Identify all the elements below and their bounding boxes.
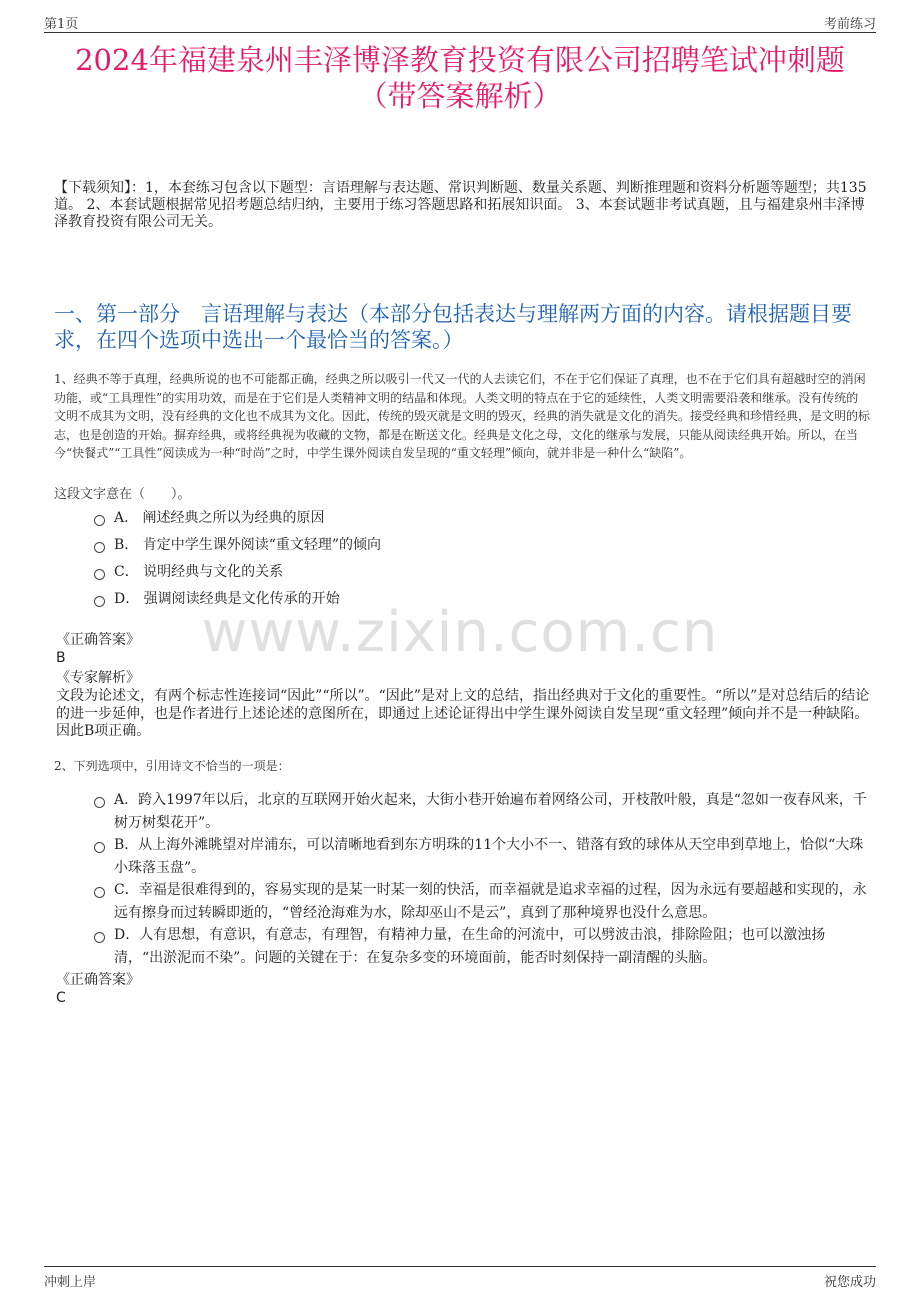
- question-1-analysis: 文段为论述文，有两个标志性连接词“因此”“所以”。“因此”是对上文的总结，指出经典对于文化的重要性。“所以”是对总结后的结论的进一步延伸，也是作者进行上述论述的意图所在，即通过上述论证得出中学生课外阅读自发呈现“重文轻理”倾向并不是一种缺陷。因此B项正确。: [56, 688, 870, 739]
- question-2-option-a[interactable]: [94, 789, 870, 835]
- option-label: C．幸福是很难得到的，容易实现的是某一时某一刻的快活，而幸福就是追求幸福的过程，因为永远有要超越和实现的，永远有擦身而过转瞬即逝的，“曾经沧海难为水，除却巫山不是云”，真到了那种境界也没什么意思。: [114, 882, 867, 921]
- question-1-text: 1、经典不等于真理，经典所说的也不可能都正确，经典之所以吸引一代又一代的人去读它们，不在于它们保证了真理，也不在于它们具有超越时空的消闲功能，或“工具理性”的实用功效，而是在于它们是人类精神文明的结晶和体现。人类文明的特点在于它的延续性，人类文明需要沿袭和继承。没有传统的文明不成其为文明，没有经典的文化也不成其为文化。因此，传统的毁灭就是文明的毁灭，经典的消失就是文化的消失。接受经典和珍惜经典，是文明的标志，也是创造的开始。摒弃经典，或将经典视为收藏的文物，都是在断送文化。经典是文化之母，文化的继承与发展，只能从阅读经典开始。所以，在当今“快餐式”“工具性”阅读成为一种“时尚”之时，中学生课外阅读自发呈现的“重文轻理”倾向，就并非是一种什么“缺陷”。: [54, 372, 871, 461]
- question-1-answer: B: [56, 650, 66, 666]
- option-label: D． 强调阅读经典是文化传承的开始: [114, 591, 340, 607]
- option-label: A． 阐述经典之所以为经典的原因: [114, 510, 325, 526]
- question-2-answer: C: [56, 990, 66, 1006]
- question-1-answer-label: 《正确答案》: [56, 632, 140, 648]
- page-header: [44, 10, 876, 33]
- question-1-stem: 这段文字意在（ ）。: [54, 487, 191, 502]
- option-label: A．跨入1997年以后，北京的互联网开始火起来，大街小巷开始遍布着网络公司，开枝散叶般，真是“忽如一夜春风来，千树万树梨花开”。: [114, 792, 867, 831]
- page-footer: [44, 1266, 876, 1291]
- option-label: C． 说明经典与文化的关系: [114, 564, 284, 580]
- option-label: D．人有思想，有意识，有意志，有理智，有精神力量，在生命的河流中，可以劈波击浪，排除险阻；也可以激浊扬清，“出淤泥而不染”。问题的关键在于：在复杂多变的环境面前，能否时刻保持一副清醒的头脑。: [114, 927, 826, 966]
- page-number: 第1页: [44, 17, 79, 32]
- radio-icon[interactable]: [94, 932, 105, 943]
- question-2-option-d[interactable]: [94, 924, 870, 970]
- radio-icon[interactable]: [94, 515, 105, 526]
- download-notice: 【下载须知】：1，本套练习包含以下题型：言语理解与表达题、常识判断题、数量关系题、判断推理题和资料分析题等题型；共135道。 2、本套试题根据常见招考题总结归纳，主要用于练习答题思路和拓展知识面。 3、本套试题非考试真题，且与福建泉州丰泽博泽教育投资有限公司无关。: [54, 180, 867, 230]
- footer-right: 祝您成功: [823, 1275, 876, 1290]
- radio-icon[interactable]: [94, 842, 105, 853]
- option-label: B． 肯定中学生课外阅读“重文轻理”的倾向: [114, 537, 382, 553]
- question-2-text: 2、下列选项中，引用诗文不恰当的一项是：: [54, 759, 290, 773]
- section-heading: 一、第一部分 言语理解与表达（本部分包括表达与理解两方面的内容。请根据题目要求，在四个选项中选出一个最恰当的答案。）: [54, 302, 852, 352]
- radio-icon[interactable]: [94, 569, 105, 580]
- question-1-option-b[interactable]: [94, 534, 870, 557]
- question-2-option-b[interactable]: [94, 834, 870, 880]
- radio-icon[interactable]: [94, 797, 105, 808]
- question-1-option-c[interactable]: [94, 561, 870, 584]
- question-2-option-c[interactable]: [94, 879, 870, 925]
- radio-icon[interactable]: [94, 887, 105, 898]
- question-1-analysis-label: 《专家解析》: [56, 670, 140, 686]
- question-1-option-a[interactable]: [94, 507, 870, 530]
- radio-icon[interactable]: [94, 542, 105, 553]
- header-tag: 考前练习: [823, 17, 876, 32]
- option-label: B．从上海外滩眺望对岸浦东，可以清晰地看到东方明珠的11个大小不一、错落有致的球体从天空串到草地上，恰似“大珠小珠落玉盘”。: [114, 837, 864, 876]
- footer-left: 冲刺上岸: [44, 1275, 97, 1290]
- watermark: www.zixin.com.cn: [201, 600, 719, 665]
- document-title: 2024年福建泉州丰泽博泽教育投资有限公司招聘笔试冲刺题（带答案解析）: [75, 43, 845, 113]
- question-2-answer-label: 《正确答案》: [56, 972, 140, 988]
